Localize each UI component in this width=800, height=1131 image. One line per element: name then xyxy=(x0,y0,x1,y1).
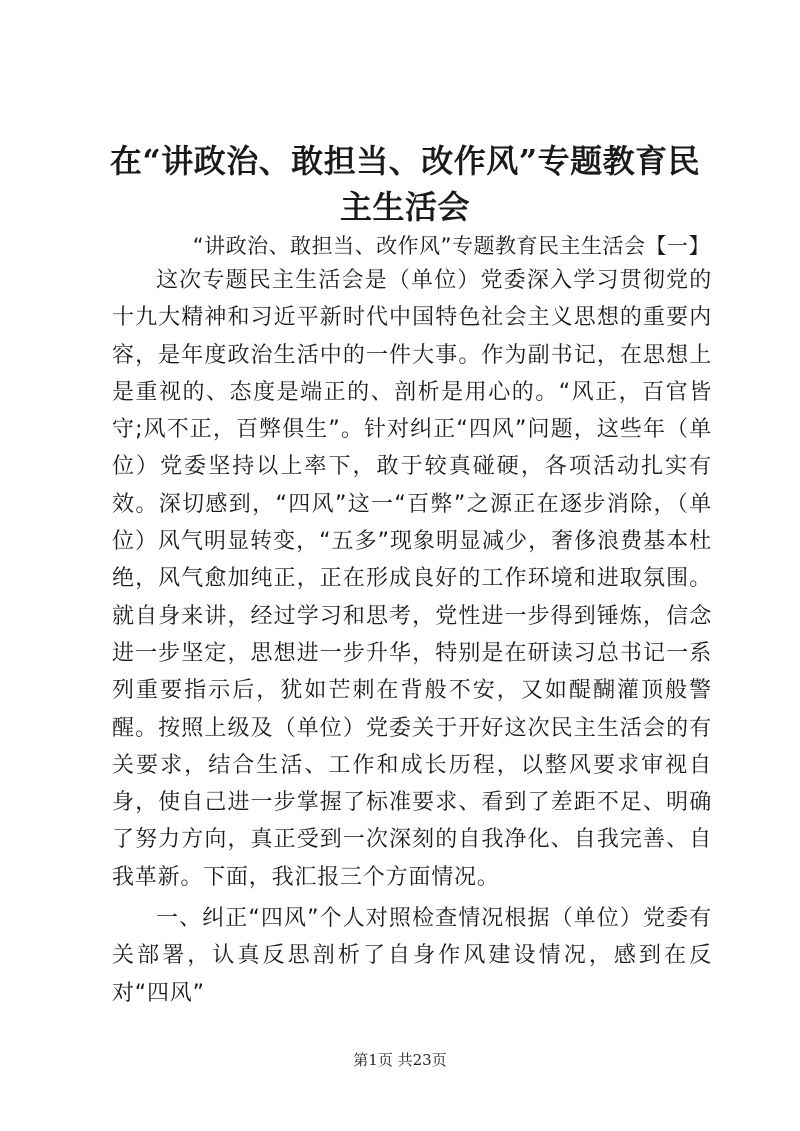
document-subtitle: “讲政治、敢担当、改作风”专题教育民主生活会【一】 xyxy=(192,234,710,258)
body-paragraph: 一、纠正“四风”个人对照检查情况根据（单位）党委有关部署，认真反思剖析了自身作风建设情况，感到在反对“四风” xyxy=(112,906,712,1006)
document-title: 在“讲政治、敢担当、改作风”专题教育民主生活会 xyxy=(109,142,701,226)
page-number-footer: 第1页 共23页 xyxy=(353,1051,447,1069)
body-paragraph: 这次专题民主生活会是（单位）党委深入学习贯彻党的十九大精神和习近平新时代中国特色社会主义思想的重要内容，是年度政治生活中的一件大事。作为副书记，在思想上是重视的、态度是端正的、剖析是用心的。“风正，百官皆守;风不正，百弊俱生”。针对纠正“四风”问题，这些年（单位）党委坚持以上率下，敢于较真碰硬，各项活动扎实有效。深切感到，“四风”这一“百弊”之源正在逐步消除，（单位）风气明显转变，“五多”现象明显减少，奢侈浪费基本杜绝，风气愈加纯正，正在形成良好的工作环境和进取氛围。就自身来讲，经过学习和思考，党性进一步得到锤炼，信念进一步坚定，思想进一步升华，特别是在研读习总书记一系列重要指示后，犹如芒刺在背般不安，又如醍醐灌顶般警醒。按照上级及（单位）党委关于开好这次民主生活会的有关要求，结合生活、工作和成长历程，以整风要求审视自身，使自己进一步掌握了标准要求、看到了差距不足、明确了努力方向，真正受到一次深刻的自我净化、自我完善、自我革新。下面，我汇报三个方面情况。 xyxy=(112,268,712,890)
document-body xyxy=(112,262,712,1012)
